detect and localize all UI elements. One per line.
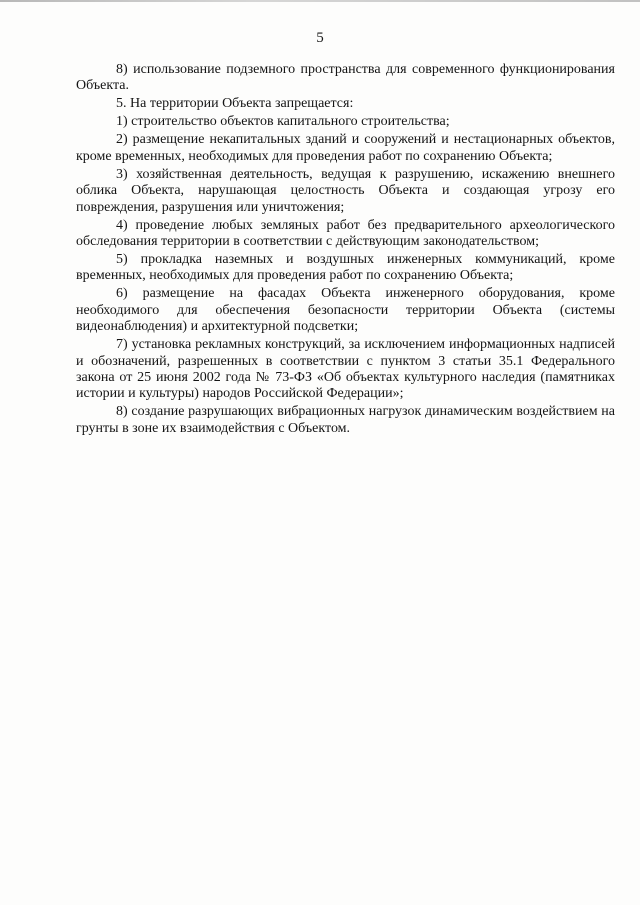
paragraph-prohibition-5: 5) прокладка наземных и воздушных инженерных коммуникаций, кроме временных, необходимых для проведения работ по сохранению Объекта; bbox=[76, 252, 615, 284]
page-number: 5 bbox=[316, 30, 324, 46]
scan-edge-line bbox=[0, 0, 640, 2]
paragraph-prohibition-7: 7) установка рекламных конструкций, за исключением информационных надписей и обозначений, разрешенных в соответствии с пунктом 3 статьи 35.1 Федерального закона от 25 июня 2002 года № 73-ФЗ «Об объектах культурного наследия (памятниках истории и культуры) народов Российской Федерации»; bbox=[76, 337, 615, 402]
paragraph-item-8-underground: 8) использование подземного пространства для современного функционирования Объекта. bbox=[76, 62, 615, 94]
paragraph-prohibition-4: 4) проведение любых земляных работ без предварительного археологического обследования территории в соответствии с действующим законодательством; bbox=[76, 217, 615, 250]
paragraph-prohibition-1: 1) строительство объектов капитального строительства; bbox=[116, 114, 450, 130]
paragraph-prohibition-3: 3) хозяйственная деятельность, ведущая к разрушению, искажению внешнего облика Объекта, нарушающая целостность Объекта и создающая угрозу его повреждения, разрушения или уничтожения; bbox=[76, 166, 615, 215]
document-body bbox=[76, 62, 615, 439]
paragraph-prohibition-8: 8) создание разрушающих вибрационных нагрузок динамическим воздействием на грунты в зоне их взаимодействия с Объектом. bbox=[76, 404, 615, 436]
paragraph-prohibition-6: 6) размещение на фасадах Объекта инженерного оборудования, кроме необходимого для обеспечения безопасности территории Объекта (системы видеонаблюдения) и архитектурной подсветки; bbox=[76, 286, 615, 335]
paragraph-prohibition-2: 2) размещение некапитальных зданий и сооружений и нестационарных объектов, кроме временных, необходимых для проведения работ по сохранению Объекта; bbox=[76, 132, 615, 164]
paragraph-section-5-heading: 5. На территории Объекта запрещается: bbox=[116, 96, 354, 112]
